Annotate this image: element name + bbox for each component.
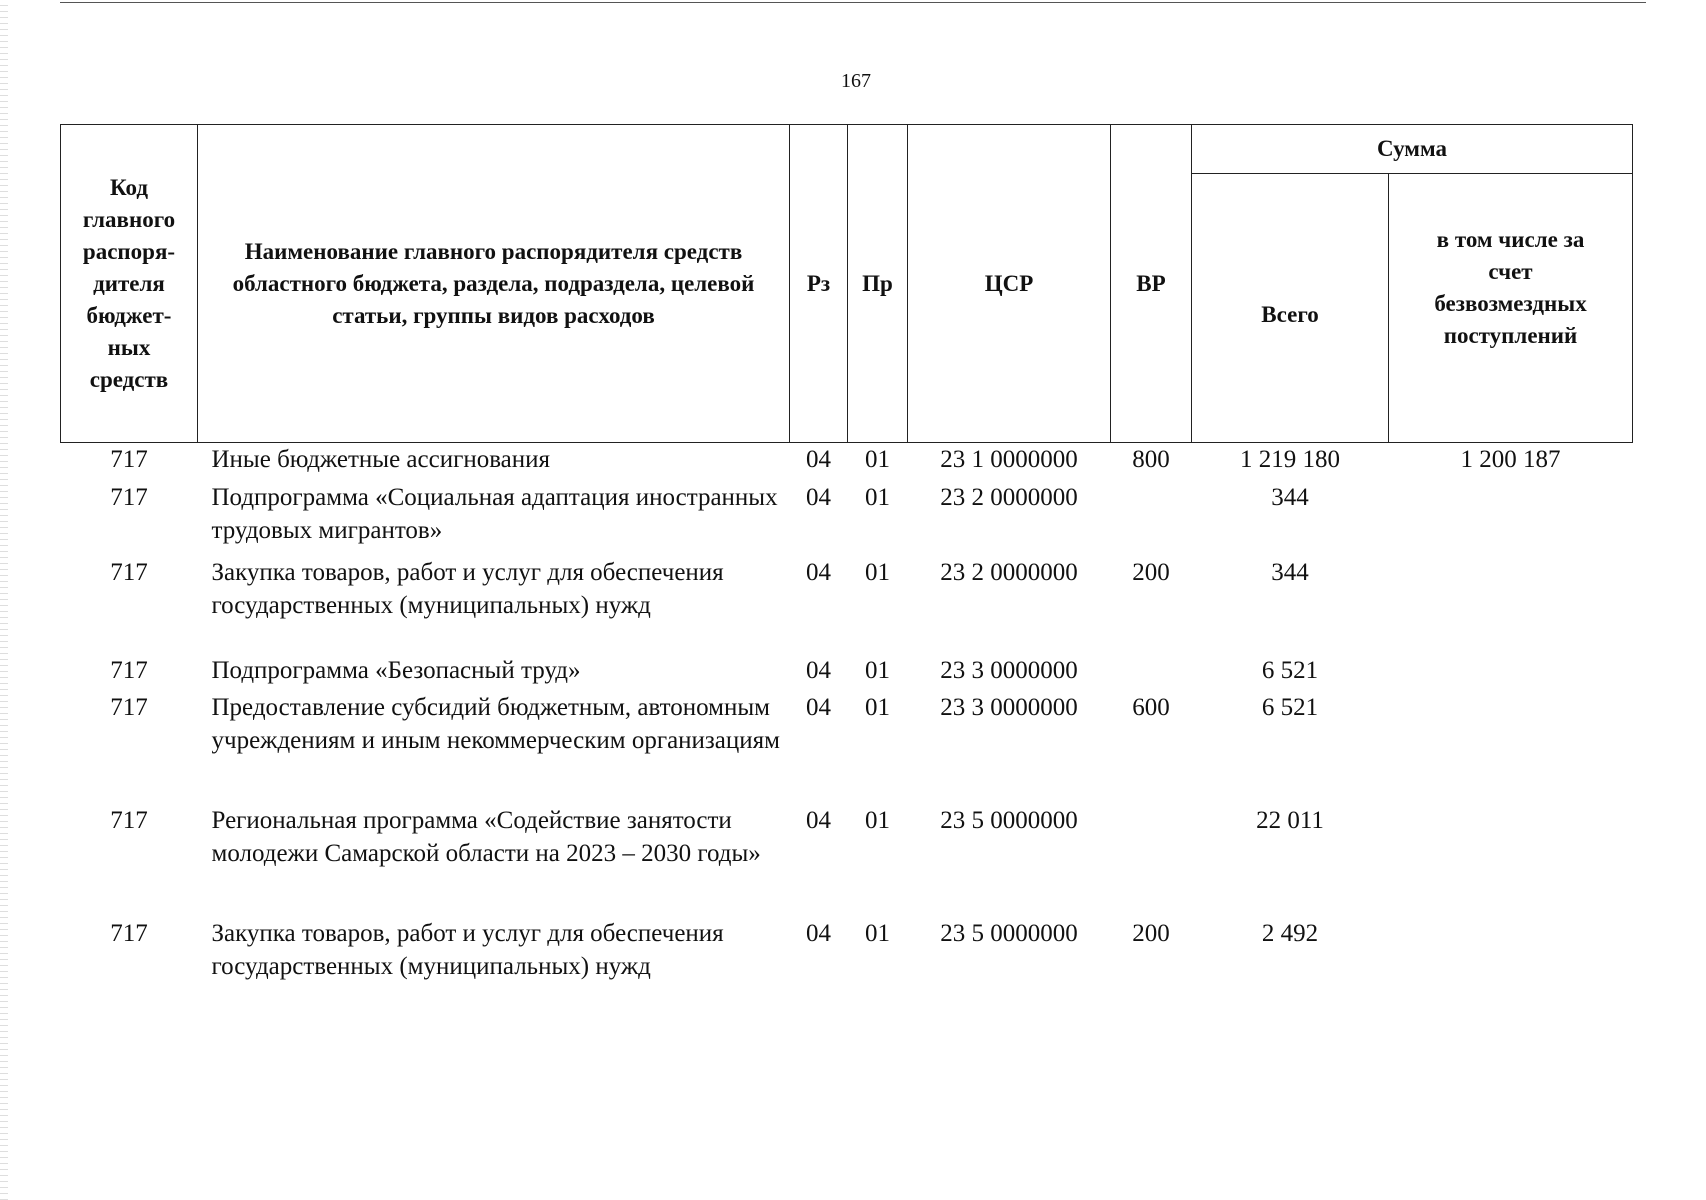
header-sum: Сумма (1192, 125, 1633, 174)
table-row (61, 556, 1633, 654)
cell-name: Подпрограмма «Социальная адаптация иностранных трудовых мигрантов» (211, 484, 778, 544)
scan-left-edge (0, 0, 8, 1200)
cell-code: 717 (110, 559, 148, 586)
header-code-text: Код главного распоря-дителя бюджет-ных средств (82, 174, 176, 392)
cell-name: Иные бюджетные ассигнования (211, 446, 551, 473)
header-name-text: Наименование главного распорядителя средств областного бюджета, раздела, подраздела, целевой статьи, группы видов расходов (232, 238, 755, 328)
header-free (1389, 174, 1633, 443)
cell-code: 717 (110, 446, 148, 473)
cell-rz: 04 (806, 807, 831, 834)
header-free-text: в том числе за счет безвозмездных поступлений (1434, 227, 1587, 348)
cell-rz: 04 (806, 920, 831, 947)
cell-free (1389, 917, 1633, 1017)
cell-vr: 200 (1132, 920, 1170, 947)
header-csr: ЦСР (908, 125, 1111, 443)
cell-rz: 04 (806, 694, 831, 721)
cell-vr: 200 (1132, 559, 1170, 586)
cell-code: 717 (110, 920, 148, 947)
cell-vr (1111, 654, 1192, 691)
cell-total: 344 (1271, 559, 1309, 586)
header-code (61, 125, 198, 443)
cell-pr: 01 (865, 694, 890, 721)
header-pr: Пр (848, 125, 908, 443)
cell-free (1389, 556, 1633, 654)
table-row (61, 917, 1633, 1017)
budget-table (60, 124, 1633, 1017)
cell-total: 1 219 180 (1240, 446, 1340, 473)
cell-csr: 23 2 0000000 (940, 559, 1078, 586)
cell-free (1389, 481, 1633, 556)
table-header (61, 125, 1633, 443)
table-row (61, 654, 1633, 691)
cell-pr: 01 (865, 920, 890, 947)
cell-free (1389, 654, 1633, 691)
cell-pr: 01 (865, 559, 890, 586)
cell-pr: 01 (865, 446, 890, 473)
cell-rz: 04 (806, 446, 831, 473)
cell-rz: 04 (806, 484, 831, 511)
cell-free (1389, 804, 1633, 917)
cell-total: 2 492 (1261, 920, 1319, 947)
cell-name: Предоставление субсидий бюджетным, автономным учреждениям и иным некоммерческим организациям (211, 694, 780, 754)
cell-total: 22 011 (1256, 807, 1324, 834)
table-row (61, 481, 1633, 556)
header-total (1192, 174, 1389, 443)
page-number: 167 (841, 70, 871, 92)
table-body (61, 443, 1633, 1018)
cell-pr: 01 (865, 807, 890, 834)
cell-code: 717 (110, 484, 148, 511)
scan-top-line (60, 2, 1646, 3)
cell-rz: 04 (806, 559, 831, 586)
cell-total: 6 521 (1261, 657, 1319, 684)
cell-vr: 600 (1132, 694, 1170, 721)
cell-code: 717 (110, 694, 148, 721)
header-rz: Рз (790, 125, 848, 443)
cell-name: Закупка товаров, работ и услуг для обеспечения государственных (муниципальных) нужд (211, 920, 724, 980)
cell-csr: 23 3 0000000 (940, 694, 1078, 721)
cell-total: 6 521 (1261, 694, 1319, 721)
cell-pr: 01 (865, 484, 890, 511)
cell-name: Региональная программа «Содействие занятости молодежи Самарской области на 2023 – 2030 годы» (211, 807, 761, 867)
cell-pr: 01 (865, 657, 890, 684)
cell-csr: 23 1 0000000 (940, 446, 1078, 473)
cell-vr (1111, 481, 1192, 556)
cell-free: 1 200 187 (1460, 446, 1561, 473)
cell-vr: 800 (1132, 446, 1170, 473)
table-row (61, 443, 1633, 482)
header-vr: ВР (1111, 125, 1192, 443)
cell-csr: 23 5 0000000 (940, 920, 1078, 947)
cell-csr: 23 2 0000000 (940, 484, 1078, 511)
cell-name: Закупка товаров, работ и услуг для обеспечения государственных (муниципальных) нужд (211, 559, 724, 619)
cell-free (1389, 691, 1633, 804)
cell-code: 717 (110, 657, 148, 684)
cell-code: 717 (110, 807, 148, 834)
cell-total: 344 (1271, 484, 1309, 511)
table-row (61, 804, 1633, 917)
table-row (61, 691, 1633, 804)
header-total-text: Всего (1261, 302, 1319, 327)
cell-csr: 23 3 0000000 (940, 657, 1078, 684)
cell-csr: 23 5 0000000 (940, 807, 1078, 834)
cell-rz: 04 (806, 657, 831, 684)
cell-vr (1111, 804, 1192, 917)
cell-name: Подпрограмма «Безопасный труд» (211, 657, 581, 684)
header-name (198, 125, 790, 443)
